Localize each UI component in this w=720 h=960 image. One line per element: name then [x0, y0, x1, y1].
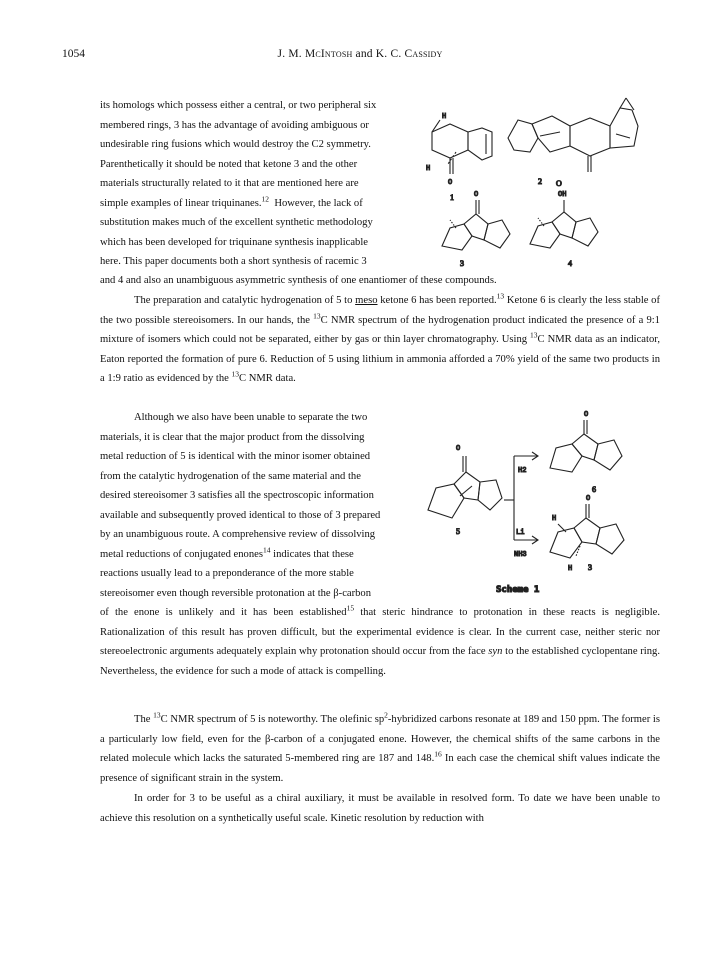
reagent-li: Li — [516, 529, 525, 537]
structure-4 — [530, 200, 598, 248]
atom-o-3-scheme: O — [586, 495, 591, 503]
paragraph-4: The $^{13}$C NMR spectrum of 5 is noteworthy. The olefinic $sp^2$-hybridized carbons resonate at 189 and 150 ppm. The former is a particularly low field, even for the β-carbon of a conjugated enone. However, the chemical shifts of the same carbons in the related molecule which lacks the saturated 5-membered ring are 187 and 148.16 In each case the chemical shift values indicate the presence of significant strain in the system. — [100, 710, 660, 784]
authors-mid: and K. C. — [352, 48, 405, 60]
compound-6 — [550, 420, 622, 472]
p3-line: reactions usually lead to a preponderance of the more stable — [100, 568, 354, 579]
page-number: 1054 — [62, 48, 85, 60]
p3-line: Although we also have been unable to separate the two — [134, 412, 368, 423]
p3-line: metal reductions of conjugated enones$^{14}$ indicates that these — [100, 544, 354, 560]
paragraph-3 — [100, 408, 418, 603]
authors-prefix: J. M. — [277, 48, 305, 60]
p3-line: desired stereoisomer 3 satisfies all the spectroscopic information — [100, 490, 374, 501]
compound-3 — [550, 504, 624, 558]
syn-word: syn — [488, 646, 503, 657]
label-4: 4 — [568, 259, 572, 268]
p3-line: from the catalytic hydrogenation of the same material and the — [100, 470, 361, 482]
p1-line: Parenthetically it should be noted that ketone 3 and the other — [100, 158, 358, 170]
paragraph-2: The preparation and catalytic hydrogenation of 5 to meso ketone 6 has been reported.$^{13}$ Ketone 6 is clearly the less stable of the two possible stereoisomers. In our hands, the $^{13}$C NMR spectrum of the hydrogenation product indicated the presence of a 9:1 mixture of isomers which could not be separated, either by gas or thin layer chromatography. Using $^{13}$C NMR data as an indicator, Eaton reported the formation of pure 6. Reduction of 5 using lithium in ammonia afforded a 70% yield of the same two products in a 1:9 ratio as evidenced by the $^{13}$C NMR data. — [100, 291, 661, 384]
p1-line: substitution makes much of the excellent synthetic methodology — [100, 217, 373, 228]
reagent-h2: H2 — [518, 467, 527, 475]
atom-o-3: O — [474, 191, 479, 199]
structure-1 — [432, 120, 492, 174]
atom-oh-4: OH — [558, 191, 567, 199]
label-2: 2 — [538, 177, 542, 186]
author-name-2: Cassidy — [404, 48, 443, 60]
structure-2 — [508, 98, 638, 172]
atom-o-1: O — [448, 179, 453, 187]
atom-h-3b: H — [568, 565, 573, 573]
structure-3 — [442, 200, 510, 250]
label-6: 6 — [592, 485, 596, 494]
running-header-authors — [0, 48, 720, 60]
paragraph-3-tail: of the enone is unlikely and it has been established$^{15}$ that steric hindrance to protonation in these reacts is negligible. Rationalization of this result has proven difficult, but the experimental evidence is clear. In the current case, neither steric nor stereoelectronic arguments adequately explain why protonation should occur from the face syn to the established cyclopentane ring. Nevertheless, the evidence for such a mode of attack is compelling. — [100, 603, 660, 677]
reagent-nh3: NH3 — [514, 551, 527, 559]
label-3-scheme: 3 — [588, 563, 592, 572]
ref-12: 12 — [261, 193, 270, 203]
atom-h-bottom: H — [426, 165, 431, 173]
atom-o-6: O — [584, 411, 589, 419]
atom-o-5: O — [456, 445, 461, 453]
scheme-title: Scheme 1 — [496, 585, 540, 595]
ref-15: 15 — [346, 603, 355, 613]
p1-line: materials structurally related to it that are mentioned here are — [100, 178, 359, 189]
structure-figure-top — [420, 90, 660, 270]
ref-14: 14 — [262, 544, 271, 554]
paragraph-5: In order for 3 to be useful as a chiral auxiliary, it must be available in resolved form. To date we have been unable to achieve this resolution on a synthetically useful scale. Kinetic resolution by reduction with — [100, 793, 660, 824]
ref-13: 13 — [496, 291, 505, 301]
paragraph-1-tail: and 4 and also an unambiguous asymmetric synthesis of one enantiomer of these compounds. — [100, 275, 497, 286]
p1-line: which has been developed for triquinane synthesis inapplicable — [100, 236, 368, 248]
p1-line: simple examples of linear triquinanes.$^{12}$ However, the lack of — [100, 193, 363, 209]
p1-line: here. This paper documents both a short synthesis of racemic 3 — [100, 256, 367, 267]
paragraph-1 — [100, 96, 418, 272]
label-3: 3 — [460, 259, 464, 268]
meso-word: meso — [355, 295, 378, 306]
atom-h-top: H — [442, 113, 447, 121]
p3-line: available and subsequently proved identical to those of 3 prepared — [100, 509, 381, 521]
atom-h-3a: H — [552, 515, 557, 523]
p3-line: materials, it is clear that the major product from the dissolving — [100, 431, 365, 443]
ref-16: 16 — [434, 749, 442, 759]
compound-5 — [428, 456, 502, 518]
p3-line: by an unambiguous route. A comprehensive review of dissolving — [100, 529, 376, 540]
atom-o-2: O — [556, 179, 562, 188]
p1-line: its homologs which possess either a central, or two peripheral six — [100, 100, 377, 111]
scheme-1-figure — [420, 410, 660, 600]
p3-line: metal reduction of 5 is identical with the minor isomer obtained — [100, 451, 371, 462]
p1-line: membered rings, 3 has the advantage of avoiding ambiguous or — [100, 119, 369, 131]
label-1: 1 — [450, 193, 454, 202]
author-name-1: McIntosh — [304, 48, 353, 60]
p3-line: stereoisomer even though reversible protonation at the β-carbon — [100, 587, 372, 599]
label-5: 5 — [456, 527, 460, 536]
p1-line: undesirable ring fusions which would destroy the C2 symmetry. — [100, 139, 371, 150]
